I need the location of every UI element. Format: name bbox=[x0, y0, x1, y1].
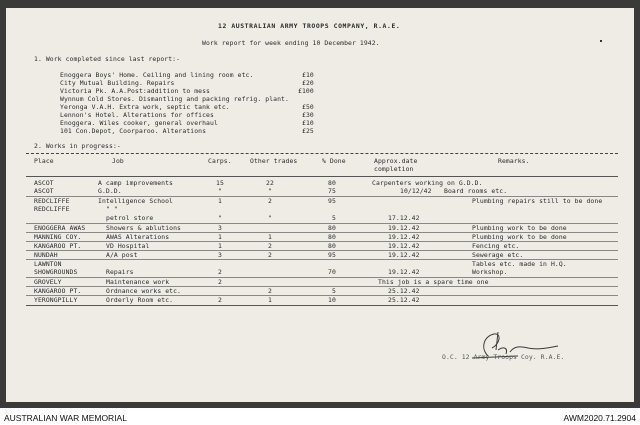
cell-place: KANGAROO PT. bbox=[34, 287, 82, 295]
cell-other: 22 bbox=[266, 179, 274, 187]
cell-carps: 2 bbox=[218, 278, 222, 286]
cell-place: YERONGPILLY bbox=[34, 296, 78, 304]
cell-job: VD Hospital bbox=[106, 242, 150, 250]
cell-done: 95 bbox=[328, 251, 336, 259]
cell-job: AWAS Alterations bbox=[106, 233, 170, 241]
list-item-amount: £50 bbox=[302, 103, 314, 111]
cell-remarks: Tables etc. made in H.Q. bbox=[472, 260, 567, 268]
cell-other: 2 bbox=[268, 197, 272, 205]
cell-place: ASCOT bbox=[34, 179, 54, 187]
cell-other: 2 bbox=[268, 287, 272, 295]
cell-job: Maintenance work bbox=[106, 278, 170, 286]
col-place: Place bbox=[34, 157, 54, 165]
list-item: Yeronga V.A.H. Extra work, septic tank etc. bbox=[60, 103, 230, 111]
cell-carps: " bbox=[218, 187, 222, 195]
cell-done: 75 bbox=[328, 187, 336, 195]
cell-done: 10 bbox=[328, 296, 336, 304]
list-item: Victoria Pk. A.A.Post:addition to mess bbox=[60, 87, 211, 95]
cell-carps: 3 bbox=[218, 224, 222, 232]
cell-place: LAWNTON bbox=[34, 260, 62, 268]
cell-carps: 1 bbox=[218, 233, 222, 241]
cell-remarks: Sewerage etc. bbox=[472, 251, 524, 259]
cell-remarks: Plumbing work to be done bbox=[472, 224, 567, 232]
archive-source: AUSTRALIAN WAR MEMORIAL bbox=[4, 413, 127, 423]
section2-heading: 2. Works in progress:- bbox=[34, 142, 121, 150]
cell-date: 25.12.42 bbox=[388, 287, 420, 295]
cell-done: 5 bbox=[332, 287, 336, 295]
cell-place: KANGAROO PT. bbox=[34, 242, 82, 250]
list-item: City Mutual Building. Repairs bbox=[60, 79, 175, 87]
list-item: Wynnum Cold Stores. Dismantling and packing refrig. plant. bbox=[60, 95, 289, 103]
table-bottom-rule bbox=[26, 305, 618, 306]
archive-footer bbox=[0, 408, 640, 425]
col-other-trades: Other trades bbox=[250, 157, 298, 165]
cell-other: " bbox=[268, 214, 272, 222]
cell-done: 80 bbox=[328, 224, 336, 232]
cell-job: Intelligence School bbox=[98, 197, 174, 205]
cell-remarks: Fencing etc. bbox=[472, 242, 520, 250]
cell-other: 2 bbox=[268, 251, 272, 259]
cell-carps: 3 bbox=[218, 251, 222, 259]
col-job: Job bbox=[112, 157, 124, 165]
cell-date: 19.12.42 bbox=[388, 242, 420, 250]
cell-place: GROVELY bbox=[34, 278, 62, 286]
cell-other: 1 bbox=[268, 233, 272, 241]
list-item-amount: £10 bbox=[302, 119, 314, 127]
cell-other: 1 bbox=[268, 296, 272, 304]
table-top-rule bbox=[26, 153, 618, 154]
cell-remarks: Workshop. bbox=[472, 268, 508, 276]
cell-job: " " bbox=[106, 205, 118, 213]
list-item-amount: £25 bbox=[302, 127, 314, 135]
cell-done: 80 bbox=[328, 242, 336, 250]
cell-carps: 1 bbox=[218, 242, 222, 250]
cell-done: 95 bbox=[328, 197, 336, 205]
col-date: Approx.date bbox=[374, 157, 418, 165]
cell-date: 19.12.42 bbox=[388, 233, 420, 241]
punch-mark bbox=[600, 40, 602, 42]
cell-place: MANNING COY. bbox=[34, 233, 82, 241]
cell-other: " bbox=[268, 187, 272, 195]
section1-heading: 1. Work completed since last report:- bbox=[34, 55, 181, 63]
document-sheet bbox=[6, 8, 634, 402]
list-item-amount: £20 bbox=[302, 79, 314, 87]
signature-caption: O.C. 12 Army Troops Coy. R.A.E. bbox=[442, 353, 565, 361]
col-date-2: completion bbox=[374, 165, 414, 173]
cell-date: 19.12.42 bbox=[388, 268, 420, 276]
cell-carps: 2 bbox=[218, 296, 222, 304]
cell-job: A camp improvements bbox=[98, 179, 174, 187]
list-item: Lennon's Hotel. Alterations for offices bbox=[60, 111, 214, 119]
cell-job: petrol store bbox=[106, 214, 154, 222]
list-item: 101 Con.Depot, Coorparoo. Alterations bbox=[60, 127, 207, 135]
report-title: Work report for week ending 10 December 1942. bbox=[202, 39, 380, 47]
company-heading: 12 AUSTRALIAN ARMY TROOPS COMPANY, R.A.E. bbox=[218, 22, 401, 30]
cell-date: 19.12.42 bbox=[388, 251, 420, 259]
cell-done: 80 bbox=[328, 233, 336, 241]
cell-carps: 15 bbox=[216, 179, 224, 187]
col-done: % Done bbox=[322, 157, 346, 165]
cell-done: 70 bbox=[328, 268, 336, 276]
cell-place: ASCOT bbox=[34, 187, 54, 195]
list-item-amount: £30 bbox=[302, 111, 314, 119]
table-header-rule bbox=[26, 176, 618, 177]
cell-date: 19.12.42 bbox=[388, 224, 420, 232]
list-item: Enoggera. Wiles cooker, general overhaul bbox=[60, 119, 218, 127]
cell-carps: 2 bbox=[218, 268, 222, 276]
cell-job: Ordnance works etc. bbox=[106, 287, 182, 295]
cell-place: ENOGGERA AWAS bbox=[34, 224, 86, 232]
cell-done: 5 bbox=[332, 214, 336, 222]
cell-job: Showers & ablutions bbox=[106, 224, 182, 232]
cell-carps: " bbox=[218, 214, 222, 222]
cell-job: G.D.D. bbox=[98, 187, 122, 195]
cell-place: REDCLIFFE bbox=[34, 205, 70, 213]
col-remarks: Remarks. bbox=[498, 157, 530, 165]
cell-remarks: Plumbing repairs still to be done bbox=[472, 197, 603, 205]
cell-date: This job is a spare time one bbox=[378, 278, 489, 286]
cell-date: 10/12/42 bbox=[400, 187, 432, 195]
cell-job: A/A post bbox=[106, 251, 138, 259]
cell-remarks: Plumbing work to be done bbox=[472, 233, 567, 241]
cell-date: 25.12.42 bbox=[388, 296, 420, 304]
col-carps: Carps. bbox=[208, 157, 232, 165]
cell-done: 80 bbox=[328, 179, 336, 187]
cell-date: 17.12.42 bbox=[388, 214, 420, 222]
cell-place: SHOWGROUNDS bbox=[34, 268, 78, 276]
list-item-amount: £100 bbox=[298, 87, 314, 95]
cell-place: REDCLIFFE bbox=[34, 197, 70, 205]
cell-place: NUNDAH bbox=[34, 251, 58, 259]
cell-date: Carpenters working on G.D.D. bbox=[372, 179, 483, 187]
list-item-amount: £10 bbox=[302, 71, 314, 79]
list-item: Enoggera Boys' Home. Ceiling and lining room etc. bbox=[60, 71, 254, 79]
cell-job: Repairs bbox=[106, 268, 134, 276]
cell-other: 2 bbox=[268, 242, 272, 250]
cell-carps: 1 bbox=[218, 197, 222, 205]
archive-reference: AWM2020.71.2904 bbox=[563, 413, 636, 423]
cell-remarks: Board rooms etc. bbox=[444, 187, 508, 195]
cell-job: Orderly Room etc. bbox=[106, 296, 174, 304]
